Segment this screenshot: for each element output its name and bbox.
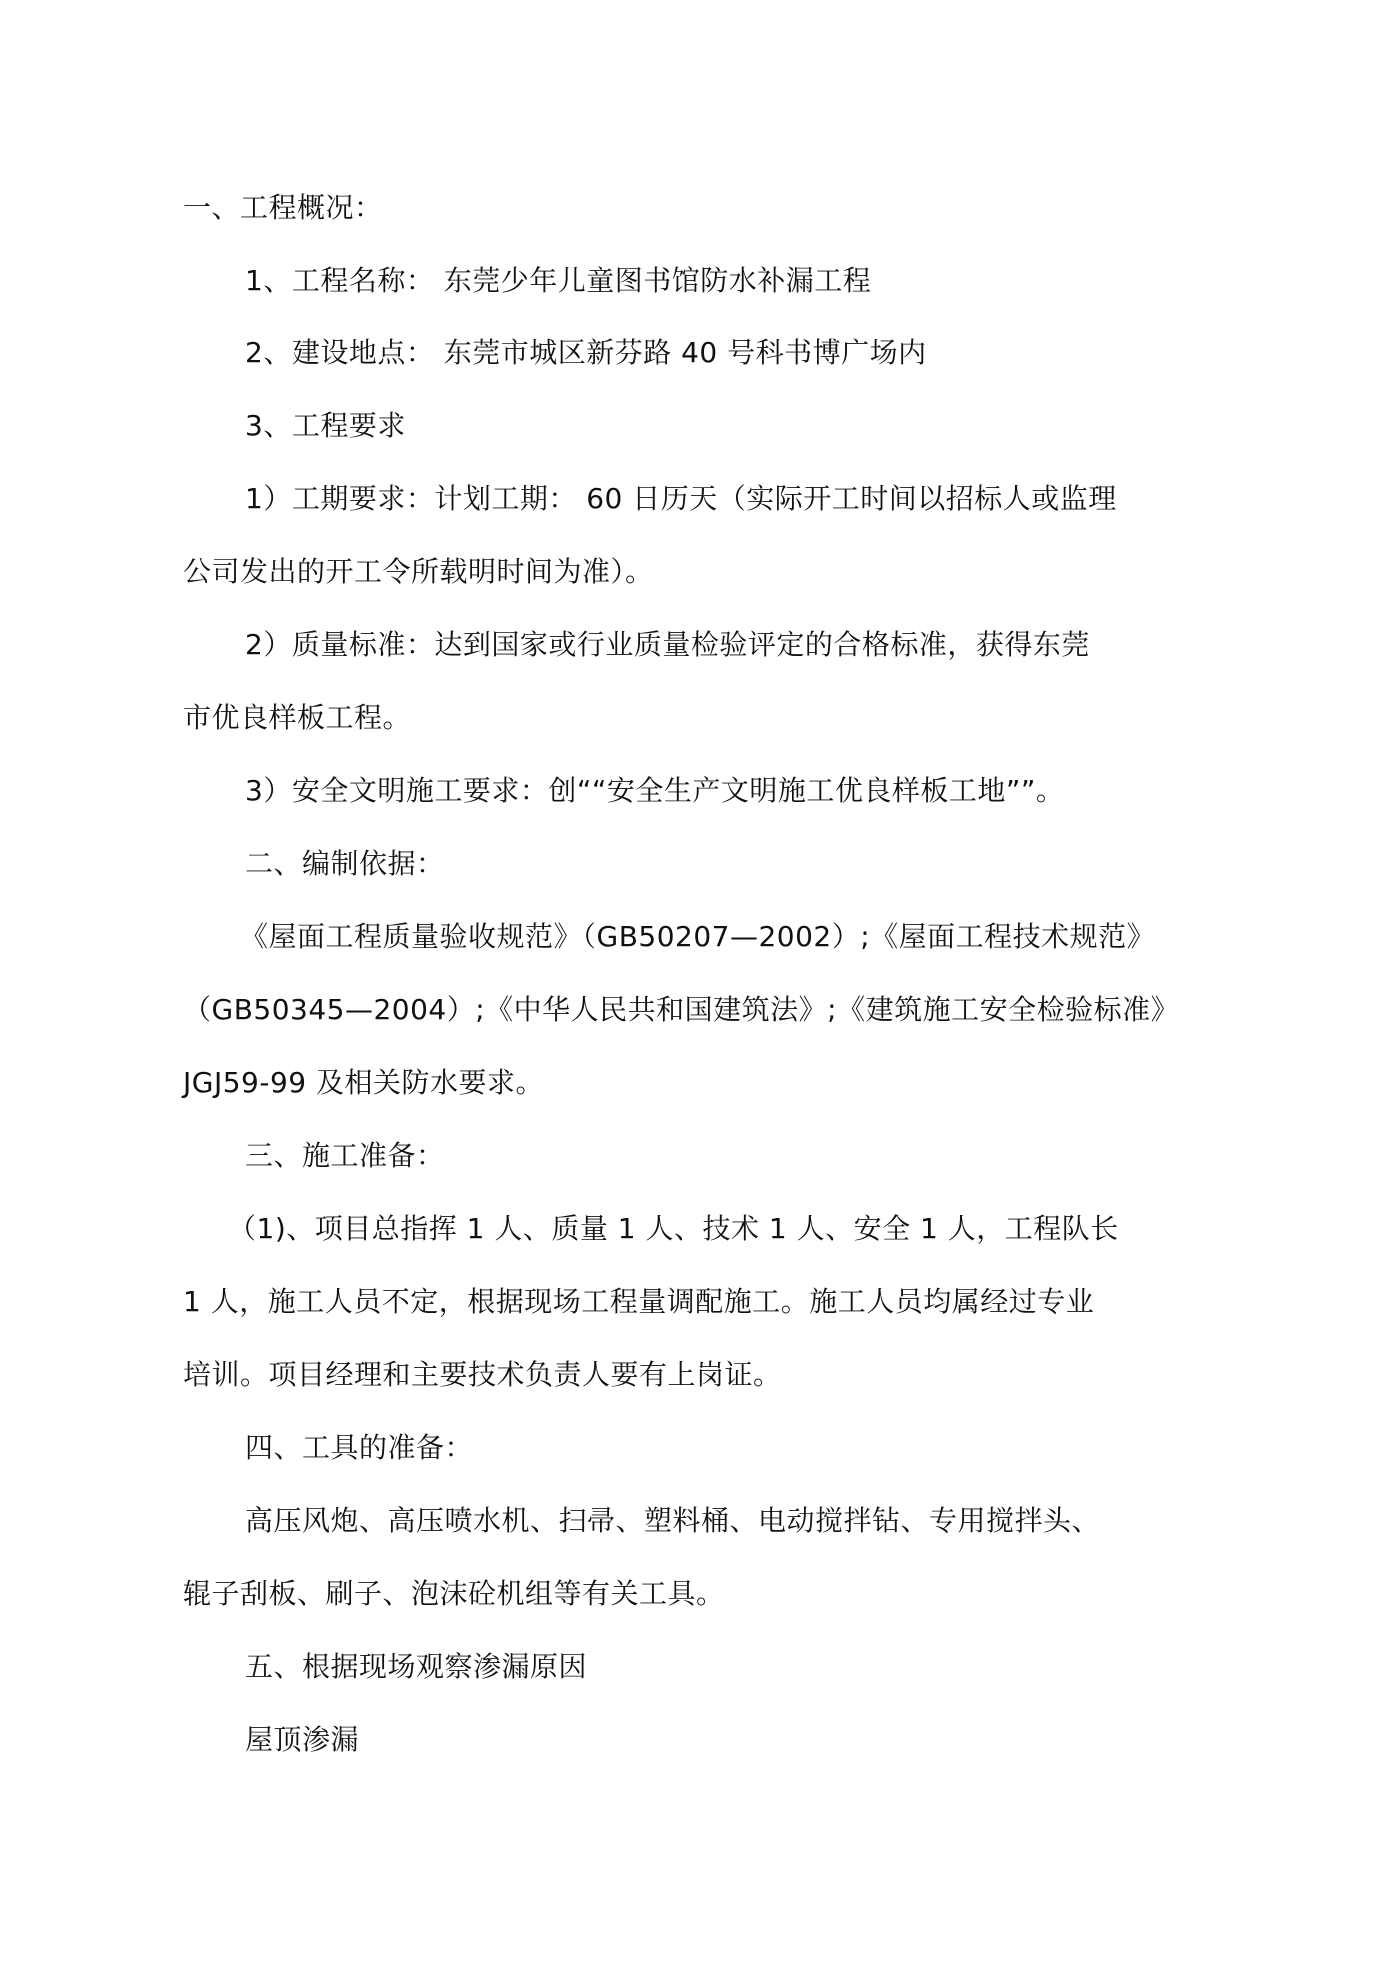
section-heading-basis: 二、编制依据： [245,847,445,880]
section-heading-leak-causes: 五、根据现场观察渗漏原因 [245,1650,588,1683]
safety-requirement-line: 3）安全文明施工要求：创““安全生产文明施工优良样板工地””。 [245,774,1065,807]
tools-line-1: 高压风炮、高压喷水机、扫帚、塑料桶、电动搅拌钻、专用搅拌头、 [245,1504,1101,1537]
basis-line-3: JGJ59-99 及相关防水要求。 [183,1066,544,1099]
quality-standard-continuation: 市优良样板工程。 [183,701,412,734]
roof-leak-subheading: 屋顶渗漏 [245,1723,360,1756]
schedule-requirement-continuation: 公司发出的开工令所载明时间为准）。 [183,555,654,588]
schedule-requirement-line: 1）工期要求：计划工期： 60 日历天（实际开工时间以招标人或监理 [245,482,1117,515]
basis-line-1: 《屋面工程质量验收规范》（GB50207—2002）;《屋面工程技术规范》 [240,920,1156,953]
project-name-line: 1、工程名称： 东莞少年儿童图书馆防水补漏工程 [245,264,872,297]
staffing-line-3: 培训。项目经理和主要技术负责人要有上岗证。 [183,1358,782,1391]
tools-line-2: 辊子刮板、刷子、泡沫砼机组等有关工具。 [183,1577,725,1610]
staffing-line-1: （1)、项目总指挥 1 人、质量 1 人、技术 1 人、安全 1 人，工程队长 [228,1212,1119,1245]
staffing-line-2: 1 人，施工人员不定，根据现场工程量调配施工。施工人员均属经过专业 [183,1285,1095,1318]
basis-line-2: （GB50345—2004）;《中华人民共和国建筑法》;《建筑施工安全检验标准》 [183,993,1180,1026]
section-heading-preparation: 三、施工准备： [245,1139,445,1172]
project-requirements-heading: 3、工程要求 [245,409,406,442]
quality-standard-line: 2）质量标准：达到国家或行业质量检验评定的合格标准，获得东莞 [245,628,1090,661]
project-location-line: 2、建设地点： 东莞市城区新芬路 40 号科书博广场内 [245,336,927,369]
section-heading-tools: 四、工具的准备： [245,1431,474,1464]
section-heading-overview: 一、工程概况： [183,191,383,224]
